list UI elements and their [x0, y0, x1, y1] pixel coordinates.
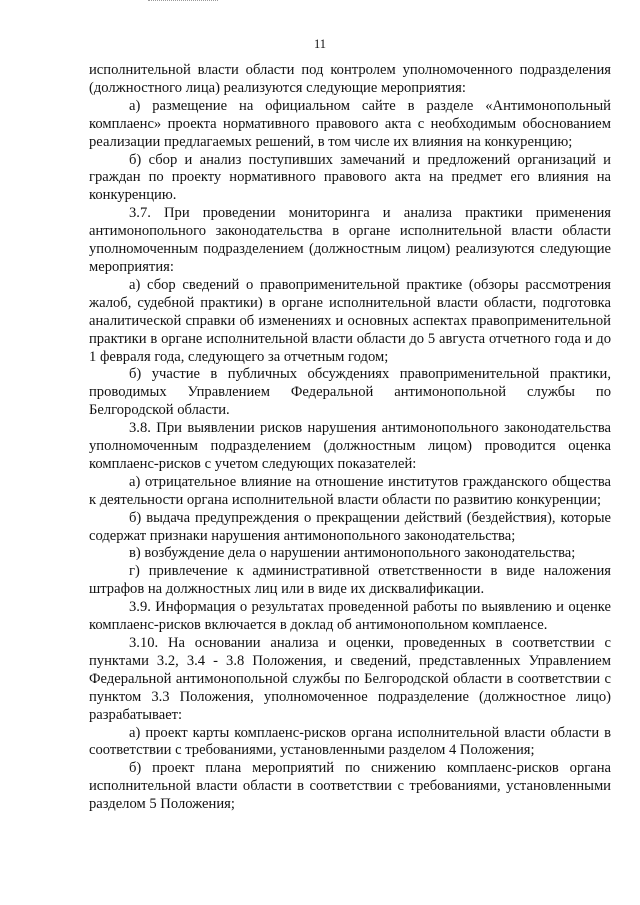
paragraph: б) выдача предупреждения о прекращении действий (бездействия), которые содержат признаки нарушения антимонопольного законодательства;	[89, 509, 611, 544]
paragraph: 3.8. При выявлении рисков нарушения антимонопольного законодательства уполномоченным подразделением (должностным лицом) проводится оценка комплаенс-рисков с учетом следующих показателей:	[89, 420, 611, 472]
paragraph: 3.10. На основании анализа и оценки, проведенных в соответствии с пунктами 3.2, 3.4 - 3.8 Положения, и сведений, представленных Управлением Федеральной антимонопольной службы по Белгородской области в соответствии с пунктом 3.3 Положения, уполномоченное подразделение (должностное лицо) разрабатывает:	[89, 635, 611, 723]
paragraph: исполнительной власти области под контролем уполномоченного подразделения (должностного лица) реализуются следующие мероприятия:	[89, 62, 611, 96]
scan-artifact	[148, 0, 218, 3]
paragraph: б) проект плана мероприятий по снижению комплаенс-рисков органа исполнительной власти области в соответствии с требованиями, установленными разделом 5 Положения;	[89, 760, 611, 813]
paragraph: а) размещение на официальном сайте в разделе «Антимонопольный комплаенс» проекта нормативного правового акта с необходимым обоснованием реализации предлагаемых решений, в том числе их влияния на конкуренцию;	[89, 97, 611, 150]
paragraph: в) возбуждение дела о нарушении антимонопольного законодательства;	[129, 545, 576, 562]
paragraph: 3.7. При проведении мониторинга и анализа практики применения антимонопольного законодательства в органе исполнительной власти области уполномоченным подразделением (должностным лицом) реализуются следующие мероприятия:	[89, 205, 611, 275]
paragraph: б) сбор и анализ поступивших замечаний и предложений организаций и граждан по проекту нормативного правового акта на предмет его влияния на конкуренцию.	[89, 151, 611, 204]
paragraph: 3.9. Информация о результатах проведенной работы по выявлению и оценке комплаенс-рисков включается в доклад об антимонопольном комплаенсе.	[89, 599, 611, 634]
paragraph: а) отрицательное влияние на отношение институтов гражданского общества к деятельности органа исполнительной власти области по развитию конкуренции;	[89, 473, 611, 508]
paragraph: г) привлечение к административной ответственности в виде наложения штрафов на должностных лиц или в виде их дисквалификации.	[89, 563, 611, 598]
paragraph: а) проект карты комплаенс-рисков органа исполнительной власти области в соответствии с требованиями, установленными разделом 4 Положения;	[89, 724, 611, 759]
body-text	[89, 62, 611, 814]
page-number: 11	[313, 37, 327, 51]
paragraph: а) сбор сведений о правоприменительной практике (обзоры рассмотрения жалоб, судебной практики) в органе исполнительной власти области, подготовка аналитической справки об изменениях и основных аспектах правоприменительной практики в органе исполнительной власти области до 5 августа отчетного года и до 1 февраля года, следующего за отчетным годом;	[89, 276, 611, 365]
paragraph: б) участие в публичных обсуждениях правоприменительной практики, проводимых Управлением Федеральной антимонопольной службы по Белгородской области.	[89, 366, 611, 419]
